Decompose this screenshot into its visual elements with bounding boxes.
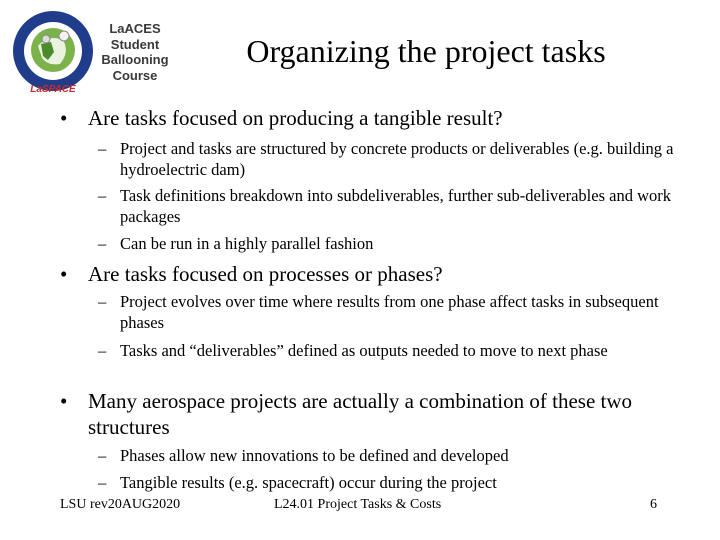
logo-line4: Course <box>112 67 158 83</box>
sub-bullet-glyph: – <box>98 292 107 311</box>
bullet-glyph: • <box>60 389 68 413</box>
laspace-brand-text: LaSPACE <box>30 84 76 95</box>
logo-line3: Ballooning <box>101 52 169 67</box>
sub-bullet-item <box>98 138 678 180</box>
sub-bullet-glyph: – <box>98 139 107 158</box>
sub-bullet-item <box>98 291 678 333</box>
sub-bullet-glyph: – <box>98 234 107 253</box>
sub-bullet-text: Can be run in a highly parallel fashion <box>120 234 374 253</box>
sub-bullet-text: Phases allow new innovations to be defined and developed <box>120 446 509 465</box>
bullet-glyph: • <box>60 262 68 286</box>
logo-line2: Student <box>110 36 160 52</box>
slide-title: Organizing the project tasks <box>246 33 606 69</box>
bullet-item <box>60 388 680 440</box>
sub-bullet-glyph: – <box>98 341 107 360</box>
sub-bullet-glyph: – <box>98 186 107 205</box>
sub-bullet-item <box>98 233 678 254</box>
sub-bullet-item <box>98 445 678 466</box>
sub-bullet-glyph: – <box>98 473 107 492</box>
bullet-text: Are tasks focused on processes or phases? <box>88 262 443 286</box>
logo-name: LaACES <box>109 21 161 36</box>
bullet-item <box>60 105 680 131</box>
sub-bullet-text: Tasks and “deliverables” defined as outputs needed to move to next phase <box>120 341 608 360</box>
bullet-text: Are tasks focused on producing a tangible result? <box>88 106 503 130</box>
bullet-item <box>60 261 680 287</box>
sub-bullet-text: Tangible results (e.g. spacecraft) occur during the project <box>120 473 497 492</box>
footer-revision: LSU rev20AUG2020 <box>60 497 181 512</box>
footer-page-number: 6 <box>650 497 657 512</box>
footer-lesson-title: L24.01 Project Tasks & Costs <box>274 497 442 512</box>
sub-bullet-glyph: – <box>98 446 107 465</box>
sub-bullet-text: Project evolves over time where results from one phase affect tasks in subsequent phases <box>120 292 659 332</box>
sub-bullet-text: Task definitions breakdown into subdeliverables, further sub-deliverables and work packages <box>120 186 671 226</box>
bullet-text: Many aerospace projects are actually a combination of these two structures <box>88 389 633 439</box>
bullet-glyph: • <box>60 106 68 130</box>
sub-bullet-item <box>98 185 678 227</box>
sub-bullet-text: Project and tasks are structured by concrete products or deliverables (e.g. building a hydroelectric dam) <box>120 139 674 179</box>
sub-bullet-item <box>98 472 678 493</box>
sub-bullet-item <box>98 340 678 361</box>
